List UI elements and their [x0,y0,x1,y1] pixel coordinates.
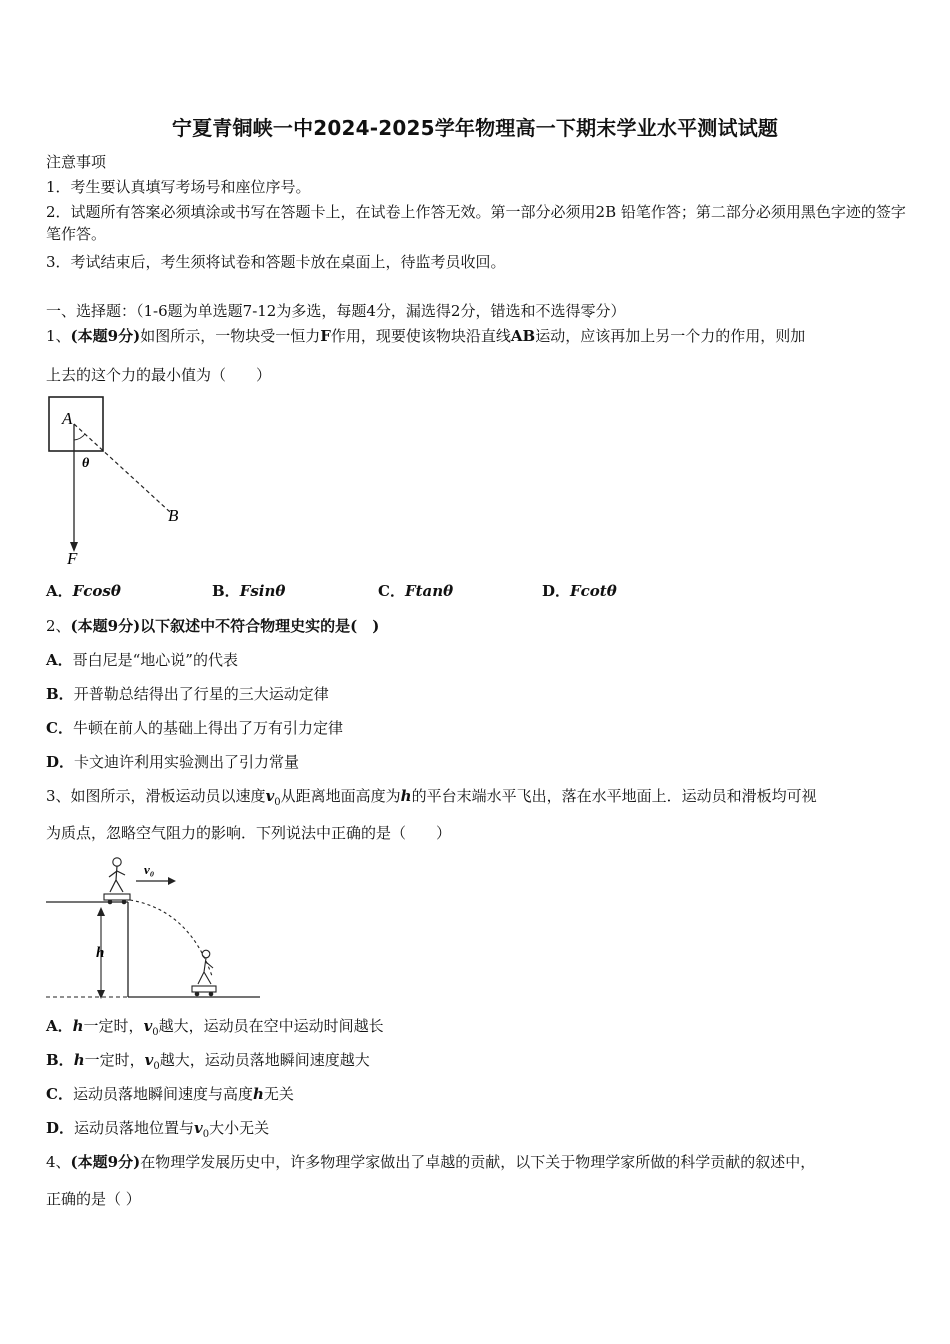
option-text: 越大，运动员在空中运动时间越长 [158,1017,384,1035]
skateboard-landing [192,986,216,992]
wheel [195,992,200,997]
subscript: 0 [153,1061,160,1072]
option-label: A． [46,1017,73,1035]
trajectory [130,900,212,976]
question-number: 4、 [46,1153,71,1171]
question-text: 如图所示，一物块受一恒力 [140,327,321,345]
skater-landing-head [202,950,210,958]
subscript: 0 [202,1129,210,1140]
symbol-AB: AB [510,327,536,345]
option-text: 哥白尼是“地心说”的代表 [72,651,238,669]
q3-option-c[interactable] [46,1083,294,1105]
question-3-line-1 [46,785,817,814]
wheel [122,900,127,905]
label-B: B [168,506,179,525]
q2-option-c[interactable] [46,717,343,739]
option-text: 卡文迪许利用实验测出了引力常量 [74,753,300,771]
notice-heading: 注意事项 [46,153,107,171]
option-text: 一定时， [83,1017,144,1035]
skater-body [109,866,125,892]
wheel [209,992,214,997]
height-arrow-down [97,990,105,999]
option-value: Fsinθ [239,582,286,600]
question-tag: (本题9分) [70,327,141,345]
q1-option-b[interactable] [212,580,285,602]
symbol-v: v [143,1017,153,1035]
option-label: D． [46,753,75,771]
option-text: 运动员落地瞬间速度与高度 [72,1085,253,1103]
option-text: 越大，运动员落地瞬间速度越大 [159,1051,370,1069]
question-4-line-2: 正确的是（ ） [46,1190,141,1208]
symbol-h: h [252,1085,264,1103]
symbol-h: h [400,787,412,805]
question-number: 2、 [46,617,71,635]
option-label: C． [46,719,73,737]
figure-skateboard [44,850,264,1005]
q2-option-a[interactable] [46,649,238,671]
theta-arc [74,434,85,440]
label-F: F [67,549,78,568]
question-1-line-2: 上去的这个力的最小值为（ ） [46,366,272,384]
question-1-line-1 [46,325,805,347]
question-text: 运动，应该再加上另一个力的作用，则加 [535,327,806,345]
q1-option-d[interactable] [542,580,617,602]
option-value: Fcotθ [570,582,617,600]
option-label: D． [542,582,571,600]
q3-option-b[interactable] [46,1049,370,1078]
symbol-h: h [72,1017,84,1035]
question-text: 在物理学发展历史中，许多物理学家做出了卓越的贡献，以下关于物理学家所做的科学贡献的叙述中， [140,1153,816,1171]
option-label: B． [46,1051,74,1069]
notice-item-1: 1．考生要认真填写考场号和座位序号。 [46,178,311,196]
label-A: A [62,409,73,428]
skateboard-top [104,894,130,900]
skater-landing-body [198,958,213,984]
label-h: h [96,945,105,961]
option-value: Ftanθ [404,582,454,600]
symbol-v: v [194,1119,203,1137]
subscript: 0 [152,1027,159,1038]
option-text: 一定时， [84,1051,145,1069]
symbol-v: v [265,787,275,805]
question-text: 从距离地面高度为 [280,787,401,805]
subscript: 0 [274,797,281,808]
skater-head [113,858,121,866]
option-text: 大小无关 [209,1119,270,1137]
q1-option-a[interactable] [46,580,121,602]
question-text: 作用，现要使该物块沿直线 [330,327,511,345]
label-theta: θ [82,456,90,471]
wheel [108,900,113,905]
symbol-v: v [144,1051,154,1069]
option-label: A． [46,651,73,669]
label-v0: v₀ [144,862,155,877]
option-text: 运动员落地位置与 [74,1119,195,1137]
option-label: C． [46,1085,73,1103]
question-2-stem [46,615,379,637]
height-arrow-up [97,907,105,916]
option-label: C． [378,582,405,600]
option-label: D． [46,1119,75,1137]
figure-force-diagram [40,390,200,570]
q2-option-d[interactable] [46,751,299,773]
velocity-arrowhead [168,877,176,885]
option-value: Fcosθ [72,582,121,600]
option-label: B． [212,582,240,600]
question-number: 1、 [46,327,71,345]
question-3-line-2: 为质点，忽略空气阻力的影响．下列说法中正确的是（ ） [46,824,452,842]
question-text: (本题9分)以下叙述中不符合物理史实的是( ) [70,617,380,635]
notice-item-2: 2．试题所有答案必须填涂或书写在答题卡上，在试卷上作答无效。第一部分必须用2B 铅笔作答；第二部分必须用黑色字迹的签字笔作答。 [46,203,906,243]
symbol-F: F [320,327,331,345]
q3-option-d[interactable] [46,1117,269,1146]
section-heading: 一、选择题：（1-6题为单选题7-12为多选，每题4分，漏选得2分，错选和不选得零分） [46,302,626,320]
option-text: 无关 [263,1085,294,1103]
question-4-line-1 [46,1151,815,1173]
question-number: 3、 [46,787,71,805]
option-label: B． [46,685,74,703]
q1-option-c[interactable] [378,580,453,602]
option-text: 牛顿在前人的基础上得出了万有引力定律 [72,719,343,737]
option-text: 开普勒总结得出了行星的三大运动定律 [73,685,329,703]
option-label: A． [46,582,73,600]
question-text: 如图所示，滑板运动员以速度 [70,787,266,805]
question-text: 的平台末端水平飞出，落在水平地面上．运动员和滑板均可视 [411,787,817,805]
q3-option-a[interactable] [46,1015,384,1044]
symbol-h: h [73,1051,85,1069]
page-title: 宁夏青铜峡一中2024-2025学年物理高一下期末学业水平测试试题 [171,116,779,140]
question-tag: (本题9分) [70,1153,141,1171]
notice-item-3: 3．考试结束后，考生须将试卷和答题卡放在桌面上，待监考员收回。 [46,253,506,271]
q2-option-b[interactable] [46,683,329,705]
